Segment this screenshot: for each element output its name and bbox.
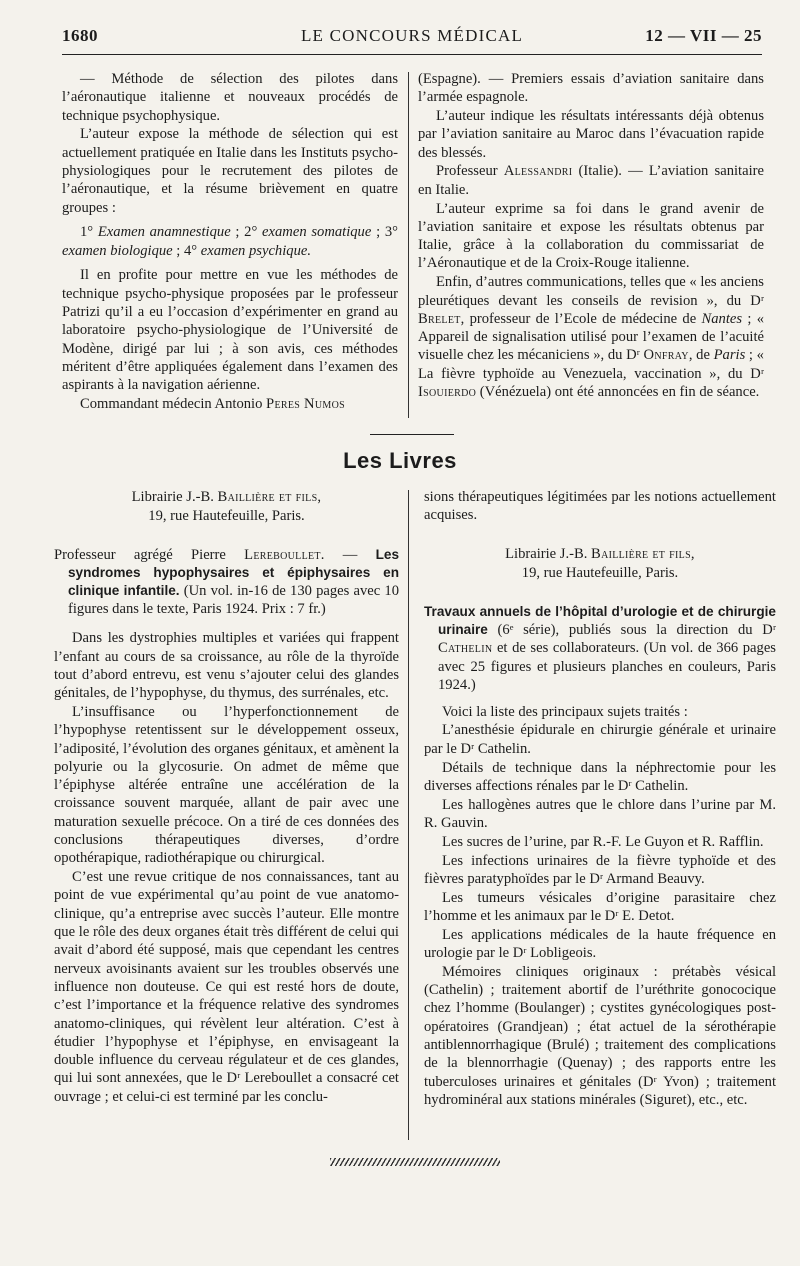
exam-list: 1° Examen anamnestique ; 2° examen somatique ; 3° examen biologique ; 4° examen psychique. bbox=[62, 224, 398, 259]
page-number: 1680 bbox=[62, 26, 98, 45]
end-ornament bbox=[330, 1158, 500, 1166]
paragraph: Enfin, d’autres communications, telles que « les anciens pleurétiques devant les conseils de revision », du Dʳ Brelet, professeur de l’Ecole de médecine de Nantes ; « Appareil de signalisation utilisé pour l’examen de l’acuité visuelle chez les mécaniciens », du Dʳ Onfray, de Paris ; « La fièvre typhoïde au Venezuela, vaccination », du Dʳ Isouierdo (Vénézuela) ont été annoncées en fin de séance. bbox=[418, 274, 764, 401]
top-right-column bbox=[418, 70, 764, 402]
paragraph: C’est une revue critique de nos connaissances, tant au point de vue expérimental qu’au point de vue anatomo-clinique, qu’a entreprise avec succès l’auteur. Elle montre que le rôle des deux organes était très différent de celui qui avait d’abord été supposé, mais que cependant les centres nerveux avoisinants avaient sur les troubles observés une influence non douteuse. Ce qui est resté hors de doute, c’est l’importance et la fréquence relative des syndromes anatomo-cliniques, qui révèlent leur altération. C’est à étudier l’hypophyse et l’épiphyse, en envisageant la double influence du cerveau régulateur et de ces glandes, qui lui sont annexées, que le Dʳ Lereboullet a consacré cet ouvrage ; et celui-ci est terminé par les conclu- bbox=[54, 869, 399, 1105]
bottom-left-column bbox=[54, 488, 399, 1107]
top-left-column bbox=[62, 70, 398, 414]
list-item: Mémoires cliniques originaux : prétabès vésical (Cathelin) ; traitement abortif de l’uréthrite gonococique chez l’homme (Boulanger) ; cystites gynécologiques post-opératoires (Grandjean) ; état actuel de la sérothérapie antiblennorrhagique (Brulé) ; traitement des complications de la blennorrhagie (Quenay) ; des rapports entre les tuberculoses urinaires et génitales (Dʳ Yvon) ; traitement hydrominéral aux stations minérales (Siguret), etc., etc. bbox=[424, 963, 776, 1108]
list-item: L’anesthésie épidurale en chirurgie générale et urinaire par le Dʳ Cathelin. bbox=[424, 722, 776, 757]
paragraph: sions thérapeutiques légitimées par les notions actuellement acquises. bbox=[424, 489, 776, 524]
running-header bbox=[62, 26, 762, 52]
header-rule bbox=[62, 54, 762, 55]
journal-title: LE CONCOURS MÉDICAL bbox=[300, 26, 524, 45]
publisher-line: Librairie J.-B. Baillière et fils, bbox=[131, 489, 322, 505]
paragraph: Dans les dystrophies multiples et variées qui frappent l’enfant au cours de sa croissance, au rôle de la thyroïde tout d’abord entrevu, est venu s’ajouter celui des glandes génitales, de l’hypophyse, du thymus, des surrénales, etc. bbox=[54, 630, 399, 702]
paragraph: Il en profite pour mettre en vue les méthodes de technique psycho-physique proposées par le professeur Patrizi qu’il a eu l’occasion d’expérimenter en grand au laboratoire psycho-physiologique de l’Université de Modène, dirigé par lui ; à son avis, ces méthodes méritent d’être appliquées également dans l’examen des aspirants à la navigation aérienne. bbox=[62, 267, 398, 394]
list-item: Les infections urinaires de la fièvre typhoïde et des fièvres paratyphoïdes par le Dʳ Armand Beauvy. bbox=[424, 852, 776, 887]
paragraph: L’auteur indique les résultats intéressants déjà obtenus par l’aviation sanitaire au Maroc dans l’évacuation rapide des blessés. bbox=[418, 108, 764, 161]
list-item: Les sucres de l’urine, par R.-F. Le Guyon et R. Rafflin. bbox=[442, 833, 764, 850]
section-title: Les Livres bbox=[343, 448, 457, 473]
paragraph: Professeur Alessandri (Italie). — L’aviation sanitaire en Italie. bbox=[418, 163, 764, 198]
paragraph: L’auteur exprime sa foi dans le grand avenir de l’aviation sanitaire et expose les résultats obtenus par Italie, grâce à la collaboration du commissariat de l’Aéronautique et de la Croix-Rouge italienne. bbox=[418, 200, 764, 272]
list-item: Les tumeurs vésicales d’origine parasitaire chez l’homme et les animaux par le Dʳ E. Detot. bbox=[424, 889, 776, 924]
bottom-right-column bbox=[424, 488, 776, 1110]
list-item: Les hallogènes autres que le chlore dans l’urine par M. R. Gauvin. bbox=[424, 796, 776, 831]
column-rule bbox=[408, 72, 409, 418]
publisher-address: 19, rue Hautefeuille, Paris. bbox=[521, 564, 679, 581]
publisher-line: Librairie J.-B. Baillière et fils, bbox=[505, 546, 695, 563]
paragraph: L’insuffisance ou l’hyperfonctionnement de l’hypophyse retentissent sur le développement osseux, l’adiposité, l’évolution des organes génitaux, et amènent la polyurie ou la glycosurie. On admet de même que l’épiphyse altérée entraîne une accélération de la croissance souvent marquée, allant de pair avec une maturation sexuelle précoce. On a tiré de ces données des conclusions thérapeutiques diverses, d’ordre opothérapique, radiothérapique ou chirurgical. bbox=[54, 703, 399, 867]
paragraph: Voici la liste des principaux sujets traités : bbox=[442, 703, 688, 720]
paragraph: (Espagne). — Premiers essais d’aviation sanitaire dans l’armée espagnole. bbox=[418, 71, 764, 106]
book-entry: Travaux annuels de l’hôpital d’urologie et de chirurgie urinaire (6ᵉ série), publiés sous la direction du Dʳ Cathelin et de ses collaborateurs. (Un vol. de 366 pages avec 25 figures et plusieurs planches en couleurs, Paris 1924.) bbox=[424, 603, 776, 693]
author-signature: Commandant médecin Antonio Peres Numos bbox=[80, 396, 345, 413]
paragraph: L’auteur expose la méthode de sélection qui est actuellement pratiquée en Italie dans les Instituts psycho-physiologiques pour le recrutement des pilotes de l’aéronautique, et la résume brièvement en quatre groupes : bbox=[62, 126, 398, 216]
issue-date: 12 — VII — 25 bbox=[645, 26, 762, 45]
list-item: Les applications médicales de la haute fréquence en urologie par le Dʳ Lobligeois. bbox=[424, 926, 776, 962]
column-rule bbox=[408, 490, 409, 1140]
section-divider bbox=[370, 434, 454, 435]
list-item: Détails de technique dans la néphrectomie pour les diverses affections rénales par le Dʳ Cathelin. bbox=[424, 759, 776, 794]
paragraph: — Méthode de sélection des pilotes dans l’aéronautique italienne et nouveaux procédés de technique psychophysique. bbox=[62, 71, 398, 124]
publisher-address: 19, rue Hautefeuille, Paris. bbox=[148, 507, 305, 524]
book-entry: Professeur agrégé Pierre Lereboullet. — Les syndromes hypophysaires et épiphysaires en clinique infantile. (Un vol. in-16 de 130 pages avec 10 figures dans le texte, Paris 1924. Prix : 7 fr.) bbox=[54, 546, 400, 618]
